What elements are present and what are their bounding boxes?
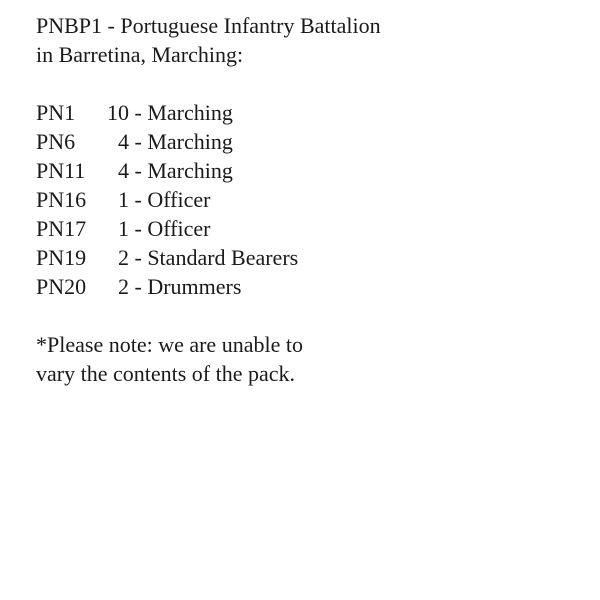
- pack-note: [36, 330, 576, 388]
- item-quantity: 1: [118, 216, 129, 241]
- note-line-2: vary the contents of the pack.: [36, 361, 296, 386]
- item-code: PN1: [36, 100, 76, 125]
- list-item: [36, 127, 576, 156]
- item-description: - Marching: [129, 100, 233, 125]
- pack-description: [36, 11, 576, 388]
- list-item: [36, 156, 576, 185]
- item-code: PN19: [36, 245, 87, 270]
- list-item: [36, 214, 576, 243]
- pack-title-line-1: PNBP1 - Portuguese Infantry Battalion: [36, 13, 381, 38]
- list-item: [36, 272, 576, 301]
- list-item: [36, 243, 576, 272]
- list-item: [36, 98, 576, 127]
- item-description: - Officer: [129, 216, 211, 241]
- item-code: PN16: [36, 187, 87, 212]
- item-description: - Marching: [129, 129, 233, 154]
- item-quantity: 1: [118, 187, 129, 212]
- item-quantity: 4: [118, 158, 129, 183]
- item-code: PN20: [36, 274, 87, 299]
- note-line-1: *Please note: we are unable to: [36, 332, 303, 357]
- pack-title: [36, 11, 576, 69]
- pack-contents-list: [36, 98, 576, 301]
- list-item: [36, 185, 576, 214]
- item-description: - Marching: [129, 158, 233, 183]
- item-quantity: 4: [118, 129, 129, 154]
- item-code: PN17: [36, 216, 87, 241]
- item-description: - Officer: [129, 187, 211, 212]
- pack-title-line-2: in Barretina, Marching:: [36, 42, 244, 67]
- item-quantity: 2: [118, 245, 129, 270]
- item-description: - Standard Bearers: [129, 245, 299, 270]
- item-code: PN6: [36, 129, 76, 154]
- item-quantity: 10: [107, 100, 129, 125]
- item-description: - Drummers: [129, 274, 242, 299]
- item-quantity: 2: [118, 274, 129, 299]
- item-code: PN11: [36, 158, 86, 183]
